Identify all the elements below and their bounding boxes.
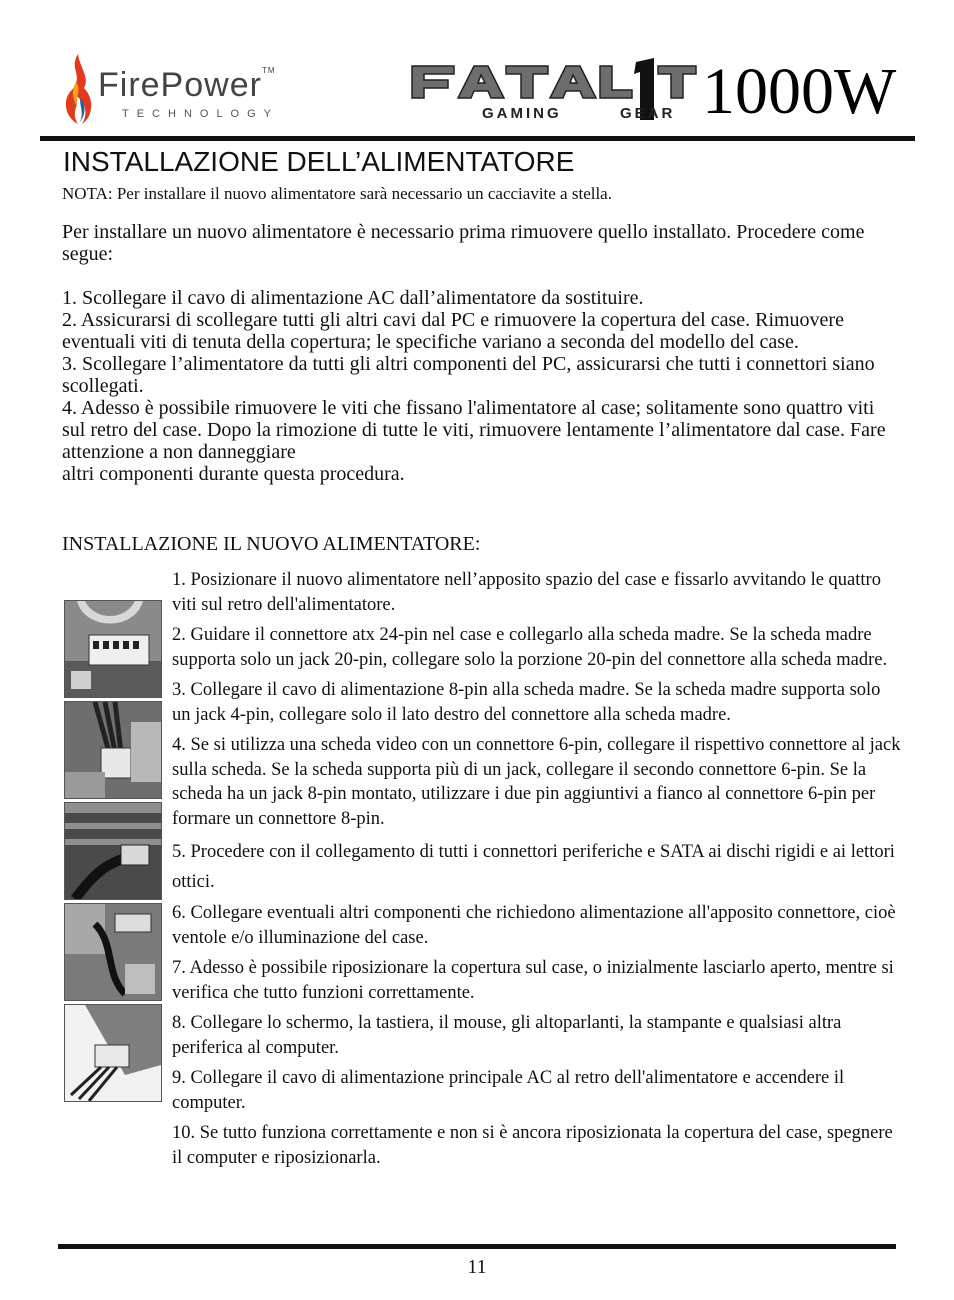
step-item: 4. Se si utilizza una scheda video con un connettore 6-pin, collegare il rispettivo connettore al jack sulla scheda. Se la scheda supporta più di un jack, collegare il secondo connettore 6-pin. Se la scheda ha un jack 8-pin montato, utilizzare i due pin aggiuntivi a fianco al connettore 6-pin per formare un connettore 8-pin. (172, 735, 901, 829)
section-subtitle: INSTALLAZIONE IL NUOVO ALIMENTATORE: (62, 533, 481, 555)
step-item: 7. Adesso è possibile riposizionare la copertura sul case, o inizialmente lasciarlo aperto, mentre si verifica che tutto funzioni correttamente. (172, 958, 894, 1003)
photo-6pin-graphics (64, 802, 162, 900)
spacer (62, 265, 902, 287)
intro-section (62, 221, 902, 485)
svg-text:GEAR: GEAR (620, 105, 676, 122)
header-divider (40, 136, 915, 141)
brand-subtitle: TECHNOLOGY (122, 108, 280, 120)
fatal1ty-logo (408, 58, 698, 122)
photo-molex-drive (64, 1004, 162, 1102)
step-item: 1. Posizionare il nuovo alimentatore nell’apposito spazio del case e fissarlo avvitando le quattro viti sul retro dell'alimentatore. (172, 570, 881, 615)
intro-item: 4. Adesso è possibile rimuovere le viti che fissano l'alimentatore al case; solitamente sono quattro viti sul retro del case. Dopo la rimozione di tutte le viti, rimuovere lentamente l’alimentatore dal case. Fare attenzione a non danneggiare (62, 397, 886, 463)
step-item: 5. Procedere con il collegamento di tutti i connettori periferiche e SATA ai dischi rigidi e ai lettori ottici. (172, 842, 895, 892)
photo-8pin-cable (64, 701, 162, 799)
svg-text:GAMING: GAMING (482, 105, 562, 122)
install-steps (172, 568, 902, 1176)
flame-icon (60, 52, 96, 128)
photo-24pin-connector (64, 600, 162, 698)
intro-item: 3. Scollegare l’alimentatore da tutti gli altri componenti del PC, assicurarsi che tutti i connettori siano scollegati. (62, 353, 875, 397)
photo-sata-peripherals (64, 903, 162, 1001)
page-title: INSTALLAZIONE DELL’ALIMENTATORE (63, 146, 575, 177)
brand-name: FirePower™ (98, 66, 276, 104)
step-item: 2. Guidare il connettore atx 24-pin nel case e collegarlo alla scheda madre. Se la scheda madre supporta solo un jack 20-pin, collegare solo la porzione 20-pin del connettore alla scheda madre. (172, 625, 888, 670)
wattage-label: 1000W (702, 55, 897, 128)
step-item: 3. Collegare il cavo di alimentazione 8-pin alla scheda madre. Se la scheda madre supporta solo un jack 4-pin, collegare solo il lato destro del connettore alla scheda madre. (172, 680, 881, 725)
note-text: NOTA: Per installare il nuovo alimentatore sarà necessario un cacciavite a stella. (62, 184, 612, 203)
step-item: 8. Collegare lo schermo, la tastiera, il mouse, gli altoparlanti, la stampante e qualsiasi altra periferica al computer. (172, 1013, 842, 1058)
page-number: 11 (467, 1256, 487, 1278)
step-item: 9. Collegare il cavo di alimentazione principale AC al retro dell'alimentatore e accendere il computer. (172, 1068, 845, 1113)
footer-divider (58, 1244, 896, 1249)
intro-item: altri componenti durante questa procedura. (62, 463, 405, 485)
intro-item: 2. Assicurarsi di scollegare tutti gli altri cavi dal PC e rimuovere la copertura del case. Rimuovere eventuali viti di tenuta della copertura; le specifiche variano a seconda del modello del case. (62, 309, 844, 353)
intro-item: 1. Scollegare il cavo di alimentazione AC dall’alimentatore da sostituire. (62, 287, 644, 309)
intro-lead: Per installare un nuovo alimentatore è necessario prima rimuovere quello installato. Procedere come segue: (62, 221, 865, 265)
step-item: 10. Se tutto funziona correttamente e non si è ancora riposizionata la copertura del case, spegnere il computer e riposizionarla. (172, 1123, 893, 1168)
trademark-mark: TM (261, 66, 276, 75)
step-item: 6. Collegare eventuali altri componenti che richiedono alimentazione all'apposito connettore, cioè ventole e/o illuminazione del case. (172, 903, 896, 948)
